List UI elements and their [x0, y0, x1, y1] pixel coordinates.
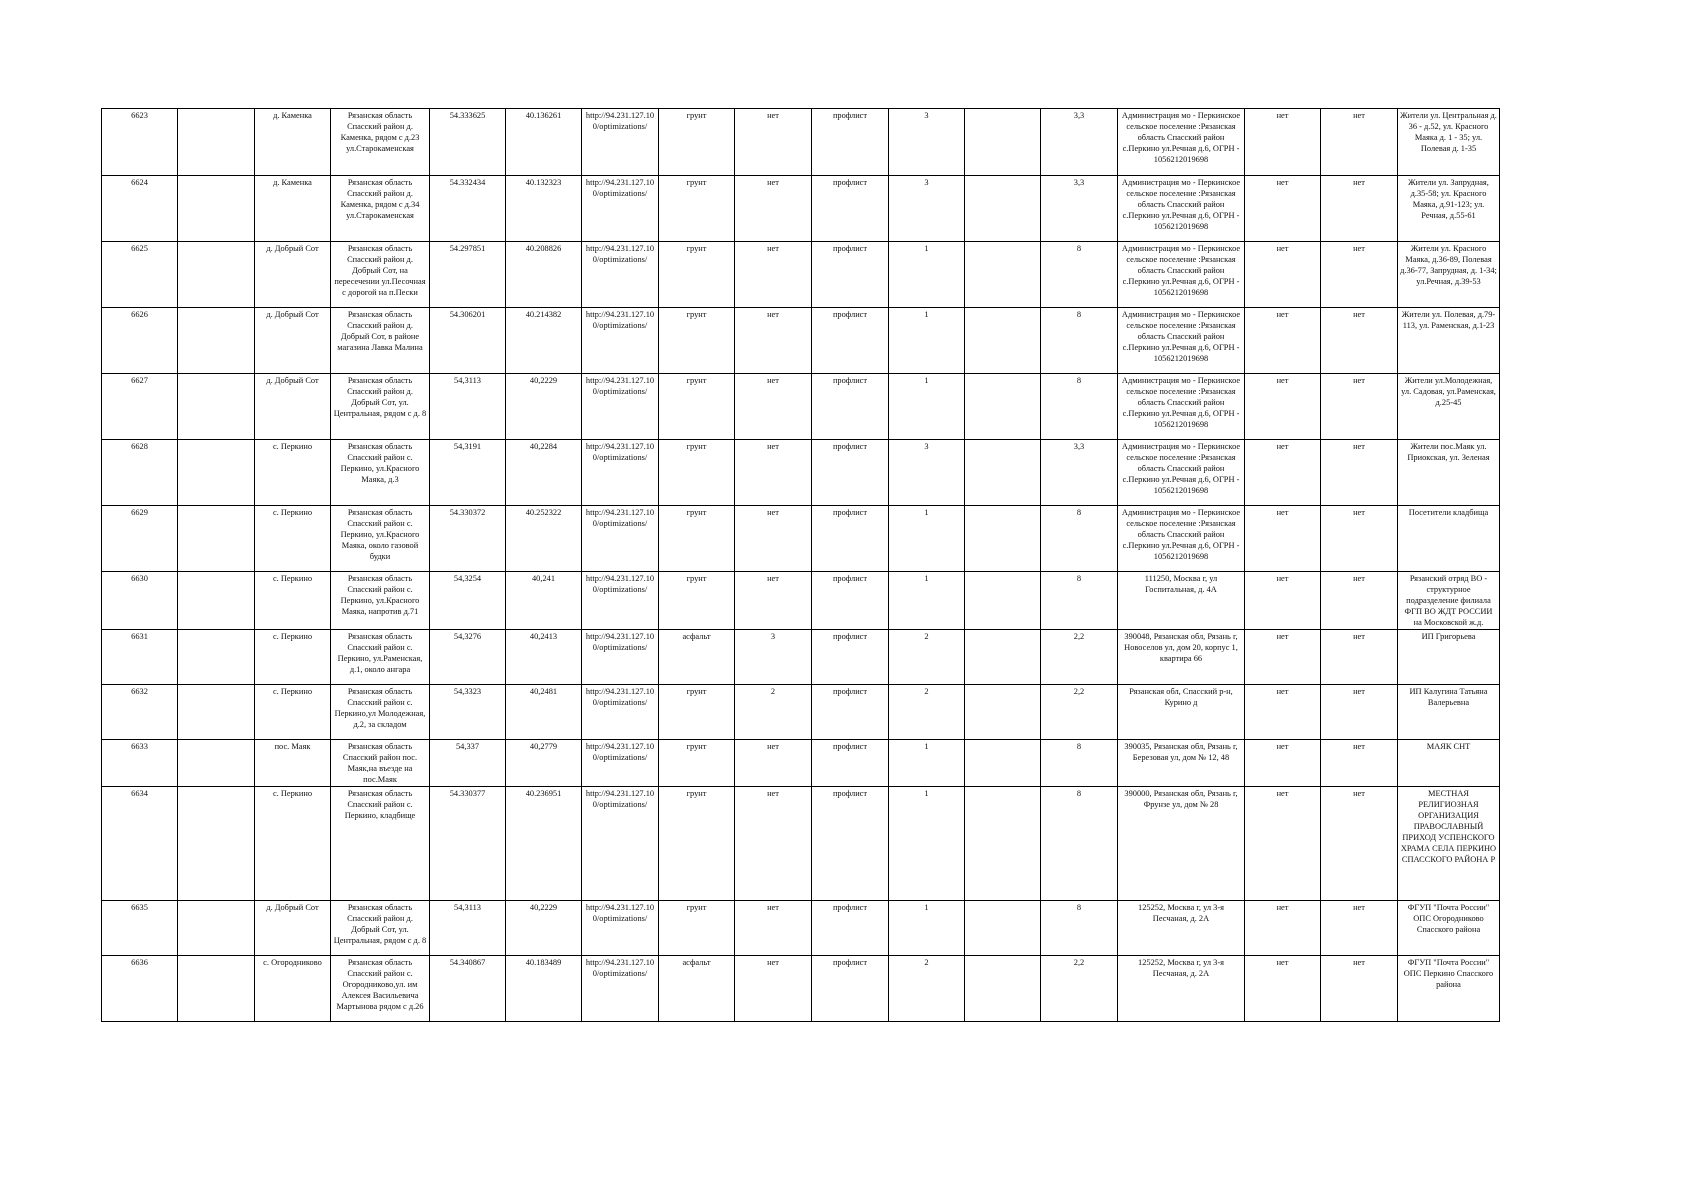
blank-cell: [178, 308, 255, 374]
area-cell: нет: [735, 787, 812, 901]
table-body: [102, 109, 1500, 1022]
latitude-cell: 54,3276: [430, 630, 506, 685]
table-row: [102, 506, 1500, 572]
table-row: [102, 374, 1500, 440]
container-volume-cell: 3,3: [1041, 176, 1118, 242]
blank-cell: [178, 374, 255, 440]
owner-cell: 390048, Рязанская обл, Рязань г, Новоселов ул, дом 20, корпус 1, квартира 66: [1118, 630, 1245, 685]
table-row: [102, 956, 1500, 1022]
separate-collection-cell: нет: [1245, 572, 1321, 630]
container-volume-cell: 2,2: [1041, 956, 1118, 1022]
area-cell: нет: [735, 242, 812, 308]
settlement-cell: с. Огородниково: [255, 956, 331, 1022]
fence-cell: профлист: [812, 176, 889, 242]
blank-cell-2: [965, 787, 1041, 901]
settlement-cell: с. Перкино: [255, 787, 331, 901]
longitude-cell: 40,241: [506, 572, 582, 630]
container-volume-cell: 8: [1041, 242, 1118, 308]
containers-count-cell: 2: [889, 685, 965, 740]
table-row: [102, 109, 1500, 176]
address-cell: Рязанская область Спасский район с. Огородниково,ул. им Алексея Васильевича Мартынова рядом с д.26: [331, 956, 430, 1022]
latitude-cell: 54,3254: [430, 572, 506, 630]
address-cell: Рязанская область Спасский район д. Добрый Сот, ул. Центральная, рядом с д. 8: [331, 901, 430, 956]
separate-collection-cell: нет: [1245, 308, 1321, 374]
area-cell: нет: [735, 506, 812, 572]
longitude-cell: 40.132323: [506, 176, 582, 242]
table-row: [102, 685, 1500, 740]
settlement-cell: с. Перкино: [255, 572, 331, 630]
area-cell: нет: [735, 109, 812, 176]
scheme-link-cell: http://94.231.127.100/optimizations/: [582, 956, 659, 1022]
scheme-link-cell: http://94.231.127.100/optimizations/: [582, 630, 659, 685]
address-cell: Рязанская область Спасский район д. Добрый Сот, ул. Центральная, рядом с д. 8: [331, 374, 430, 440]
container-volume-cell: 8: [1041, 572, 1118, 630]
longitude-cell: 40,2779: [506, 740, 582, 787]
address-cell: Рязанская область Спасский район с. Перкино, ул.Раменская, д.1, около ангара: [331, 630, 430, 685]
waste-sources-cell: ИП Григорьева: [1398, 630, 1500, 685]
table-row: [102, 787, 1500, 901]
waste-sources-cell: Жители пос.Маяк ул. Приокская, ул. Зеленая: [1398, 440, 1500, 506]
separate-collection-cell: нет: [1245, 176, 1321, 242]
separate-collection-cell: нет: [1245, 685, 1321, 740]
settlement-cell: д. Каменка: [255, 109, 331, 176]
longitude-cell: 40,2481: [506, 685, 582, 740]
container-volume-cell: 8: [1041, 787, 1118, 901]
blank-cell-2: [965, 572, 1041, 630]
surface-cell: грунт: [659, 506, 735, 572]
fence-cell: профлист: [812, 630, 889, 685]
separate-collection-cell: нет: [1245, 901, 1321, 956]
blank-cell-2: [965, 374, 1041, 440]
latitude-cell: 54.306201: [430, 308, 506, 374]
longitude-cell: 40,2229: [506, 901, 582, 956]
registry-number-cell: 6627: [102, 374, 178, 440]
longitude-cell: 40.214382: [506, 308, 582, 374]
blank-cell: [178, 630, 255, 685]
table-row: [102, 630, 1500, 685]
fence-cell: профлист: [812, 109, 889, 176]
address-cell: Рязанская область Спасский район с. Перкино, кладбище: [331, 787, 430, 901]
fence-cell: профлист: [812, 308, 889, 374]
settlement-cell: д. Добрый Сот: [255, 901, 331, 956]
owner-cell: 125252, Москва г, ул 3-я Песчаная, д. 2А: [1118, 901, 1245, 956]
blank-cell-2: [965, 630, 1041, 685]
owner-cell: 125252, Москва г, ул 3-я Песчаная, д. 2А: [1118, 956, 1245, 1022]
fence-cell: профлист: [812, 572, 889, 630]
surface-cell: грунт: [659, 242, 735, 308]
separate-collection-cell: нет: [1245, 740, 1321, 787]
waste-sources-cell: МАЯК СНТ: [1398, 740, 1500, 787]
longitude-cell: 40.208826: [506, 242, 582, 308]
containers-count-cell: 1: [889, 572, 965, 630]
owner-cell: Рязанская обл, Спасский р-н, Курино д: [1118, 685, 1245, 740]
fence-cell: профлист: [812, 440, 889, 506]
bulky-waste-cell: нет: [1321, 176, 1398, 242]
area-cell: нет: [735, 176, 812, 242]
containers-count-cell: 1: [889, 506, 965, 572]
settlement-cell: с. Перкино: [255, 440, 331, 506]
fence-cell: профлист: [812, 506, 889, 572]
owner-cell: Администрация мо - Перкинское сельское поселение :Рязанская область Спасский район с.Перкино ул.Речная д.6, ОГРН - 1056212019698: [1118, 374, 1245, 440]
waste-sources-cell: МЕСТНАЯ РЕЛИГИОЗНАЯ ОРГАНИЗАЦИЯ ПРАВОСЛАВНЫЙ ПРИХОД УСПЕНСКОГО ХРАМА СЕЛА ПЕРКИНО СПАССКОГО РАЙОНА Р: [1398, 787, 1500, 901]
blank-cell-2: [965, 901, 1041, 956]
bulky-waste-cell: нет: [1321, 374, 1398, 440]
registry-number-cell: 6626: [102, 308, 178, 374]
bulky-waste-cell: нет: [1321, 308, 1398, 374]
fence-cell: профлист: [812, 787, 889, 901]
surface-cell: грунт: [659, 685, 735, 740]
settlement-cell: д. Добрый Сот: [255, 242, 331, 308]
registry-number-cell: 6624: [102, 176, 178, 242]
blank-cell: [178, 740, 255, 787]
longitude-cell: 40,2413: [506, 630, 582, 685]
registry-number-cell: 6634: [102, 787, 178, 901]
latitude-cell: 54,3323: [430, 685, 506, 740]
owner-cell: Администрация мо - Перкинское сельское поселение :Рязанская область Спасский район с.Перкино ул.Речная д.6, ОГРН - 1056212019698: [1118, 506, 1245, 572]
bulky-waste-cell: нет: [1321, 685, 1398, 740]
containers-count-cell: 2: [889, 956, 965, 1022]
settlement-cell: д. Добрый Сот: [255, 374, 331, 440]
longitude-cell: 40,2284: [506, 440, 582, 506]
latitude-cell: 54.297851: [430, 242, 506, 308]
settlement-cell: с. Перкино: [255, 685, 331, 740]
container-volume-cell: 2,2: [1041, 685, 1118, 740]
scheme-link-cell: http://94.231.127.100/optimizations/: [582, 572, 659, 630]
blank-cell-2: [965, 685, 1041, 740]
blank-cell: [178, 506, 255, 572]
waste-sources-cell: Жители ул. Полевая, д.79-113, ул. Раменская, д.1-23: [1398, 308, 1500, 374]
registry-number-cell: 6633: [102, 740, 178, 787]
fence-cell: профлист: [812, 242, 889, 308]
bulky-waste-cell: нет: [1321, 630, 1398, 685]
containers-count-cell: 2: [889, 630, 965, 685]
fence-cell: профлист: [812, 374, 889, 440]
address-cell: Рязанская область Спасский район с. Перкино, ул.Красного Маяка, около газовой будки: [331, 506, 430, 572]
blank-cell-2: [965, 242, 1041, 308]
container-volume-cell: 3,3: [1041, 109, 1118, 176]
settlement-cell: пос. Маяк: [255, 740, 331, 787]
container-volume-cell: 8: [1041, 901, 1118, 956]
longitude-cell: 40.183489: [506, 956, 582, 1022]
surface-cell: грунт: [659, 787, 735, 901]
owner-cell: Администрация мо - Перкинское сельское поселение :Рязанская область Спасский район с.Перкино ул.Речная д.6, ОГРН - 1056212019698: [1118, 242, 1245, 308]
owner-cell: 111250, Москва г, ул Госпитальная, д. 4А: [1118, 572, 1245, 630]
containers-count-cell: 1: [889, 308, 965, 374]
latitude-cell: 54,3113: [430, 901, 506, 956]
surface-cell: грунт: [659, 374, 735, 440]
containers-count-cell: 3: [889, 440, 965, 506]
settlement-cell: с. Перкино: [255, 506, 331, 572]
containers-count-cell: 3: [889, 109, 965, 176]
surface-cell: грунт: [659, 572, 735, 630]
table-row: [102, 572, 1500, 630]
separate-collection-cell: нет: [1245, 109, 1321, 176]
fence-cell: профлист: [812, 685, 889, 740]
owner-cell: Администрация мо - Перкинское сельское поселение :Рязанская область Спасский район с.Перкино ул.Речная д.6, ОГРН - 1056212019698: [1118, 109, 1245, 176]
blank-cell-2: [965, 109, 1041, 176]
settlement-cell: д. Каменка: [255, 176, 331, 242]
latitude-cell: 54.332434: [430, 176, 506, 242]
area-cell: нет: [735, 308, 812, 374]
containers-count-cell: 1: [889, 901, 965, 956]
blank-cell-2: [965, 506, 1041, 572]
registry-number-cell: 6630: [102, 572, 178, 630]
bulky-waste-cell: нет: [1321, 572, 1398, 630]
container-volume-cell: 8: [1041, 374, 1118, 440]
bulky-waste-cell: нет: [1321, 901, 1398, 956]
scheme-link-cell: http://94.231.127.100/optimizations/: [582, 740, 659, 787]
separate-collection-cell: нет: [1245, 956, 1321, 1022]
owner-cell: 390000, Рязанская обл, Рязань г, Фрунзе ул, дом № 28: [1118, 787, 1245, 901]
latitude-cell: 54.330377: [430, 787, 506, 901]
waste-sources-cell: ИП Калугина Татьяна Валерьевна: [1398, 685, 1500, 740]
registry-number-cell: 6632: [102, 685, 178, 740]
bulky-waste-cell: нет: [1321, 440, 1398, 506]
latitude-cell: 54.333625: [430, 109, 506, 176]
area-cell: 2: [735, 685, 812, 740]
address-cell: Рязанская область Спасский район с. Перкино, ул.Красного Маяка, д.3: [331, 440, 430, 506]
settlement-cell: д. Добрый Сот: [255, 308, 331, 374]
fence-cell: профлист: [812, 956, 889, 1022]
blank-cell-2: [965, 956, 1041, 1022]
scheme-link-cell: http://94.231.127.100/optimizations/: [582, 440, 659, 506]
address-cell: Рязанская область Спасский район д. Каменка, рядом с д.34 ул.Старокаменская: [331, 176, 430, 242]
surface-cell: грунт: [659, 740, 735, 787]
waste-sources-cell: Жители ул.Молодежная, ул. Садовая, ул.Раменская, д.25-45: [1398, 374, 1500, 440]
scheme-link-cell: http://94.231.127.100/optimizations/: [582, 506, 659, 572]
longitude-cell: 40.136261: [506, 109, 582, 176]
table-row: [102, 242, 1500, 308]
waste-sources-cell: Жители ул. Красного Маяка, д.36-89, Полевая д.36-77, Запрудная, д. 1-34; ул.Речная, д.39-53: [1398, 242, 1500, 308]
registry-number-cell: 6635: [102, 901, 178, 956]
table-row: [102, 901, 1500, 956]
blank-cell-2: [965, 440, 1041, 506]
separate-collection-cell: нет: [1245, 242, 1321, 308]
registry-number-cell: 6629: [102, 506, 178, 572]
surface-cell: грунт: [659, 176, 735, 242]
area-cell: нет: [735, 901, 812, 956]
surface-cell: асфальт: [659, 630, 735, 685]
latitude-cell: 54,3191: [430, 440, 506, 506]
blank-cell: [178, 109, 255, 176]
bulky-waste-cell: нет: [1321, 956, 1398, 1022]
separate-collection-cell: нет: [1245, 630, 1321, 685]
bulky-waste-cell: нет: [1321, 740, 1398, 787]
blank-cell: [178, 685, 255, 740]
bulky-waste-cell: нет: [1321, 506, 1398, 572]
blank-cell: [178, 787, 255, 901]
area-cell: нет: [735, 956, 812, 1022]
container-volume-cell: 8: [1041, 308, 1118, 374]
container-volume-cell: 8: [1041, 506, 1118, 572]
address-cell: Рязанская область Спасский район д. Каменка, рядом с д.23 ул.Старокаменская: [331, 109, 430, 176]
scheme-link-cell: http://94.231.127.100/optimizations/: [582, 787, 659, 901]
owner-cell: Администрация мо - Перкинское сельское поселение :Рязанская область Спасский район с.Перкино ул.Речная д.6, ОГРН - 1056212019698: [1118, 308, 1245, 374]
latitude-cell: 54.330372: [430, 506, 506, 572]
owner-cell: 390035, Рязанская обл, Рязань г, Березовая ул, дом № 12, 48: [1118, 740, 1245, 787]
separate-collection-cell: нет: [1245, 440, 1321, 506]
waste-sources-cell: Жители ул. Центральная д. 36 - д.52, ул. Красного Маяка д. 1 - 35; ул. Полевая д. 1-35: [1398, 109, 1500, 176]
separate-collection-cell: нет: [1245, 506, 1321, 572]
scheme-link-cell: http://94.231.127.100/optimizations/: [582, 242, 659, 308]
bulky-waste-cell: нет: [1321, 109, 1398, 176]
owner-cell: Администрация мо - Перкинское сельское поселение :Рязанская область Спасский район с.Перкино ул.Речная д.6, ОГРН - 1056212019698: [1118, 176, 1245, 242]
area-cell: нет: [735, 374, 812, 440]
registry-table: [101, 108, 1500, 1022]
container-volume-cell: 2,2: [1041, 630, 1118, 685]
blank-cell: [178, 176, 255, 242]
registry-number-cell: 6623: [102, 109, 178, 176]
table-row: [102, 176, 1500, 242]
area-cell: нет: [735, 440, 812, 506]
address-cell: Рязанская область Спасский район д. Добрый Сот, в районе магазина Лавка Малина: [331, 308, 430, 374]
scheme-link-cell: http://94.231.127.100/optimizations/: [582, 685, 659, 740]
containers-count-cell: 3: [889, 176, 965, 242]
blank-cell-2: [965, 308, 1041, 374]
address-cell: Рязанская область Спасский район с. Перкино,ул Молодежная, д.2, за складом: [331, 685, 430, 740]
separate-collection-cell: нет: [1245, 787, 1321, 901]
area-cell: 3: [735, 630, 812, 685]
blank-cell: [178, 572, 255, 630]
containers-count-cell: 1: [889, 374, 965, 440]
latitude-cell: 54.340867: [430, 956, 506, 1022]
surface-cell: грунт: [659, 440, 735, 506]
table-row: [102, 308, 1500, 374]
blank-cell: [178, 242, 255, 308]
address-cell: Рязанская область Спасский район с. Перкино, ул.Красного Маяка, напротив д.71: [331, 572, 430, 630]
area-cell: нет: [735, 740, 812, 787]
surface-cell: грунт: [659, 109, 735, 176]
latitude-cell: 54,337: [430, 740, 506, 787]
waste-sources-cell: ФГУП "Почта России" ОПС Огородниково Спасского района: [1398, 901, 1500, 956]
fence-cell: профлист: [812, 901, 889, 956]
address-cell: Рязанская область Спасский район д. Добрый Сот, на пересечении ул.Песочная с дорогой на п.Пески: [331, 242, 430, 308]
separate-collection-cell: нет: [1245, 374, 1321, 440]
latitude-cell: 54,3113: [430, 374, 506, 440]
registry-number-cell: 6631: [102, 630, 178, 685]
surface-cell: грунт: [659, 308, 735, 374]
scheme-link-cell: http://94.231.127.100/optimizations/: [582, 109, 659, 176]
scheme-link-cell: http://94.231.127.100/optimizations/: [582, 176, 659, 242]
container-volume-cell: 8: [1041, 740, 1118, 787]
area-cell: нет: [735, 572, 812, 630]
blank-cell-2: [965, 740, 1041, 787]
containers-count-cell: 1: [889, 740, 965, 787]
longitude-cell: 40,2229: [506, 374, 582, 440]
waste-sources-cell: ФГУП "Почта России" ОПС Перкино Спасского района: [1398, 956, 1500, 1022]
waste-sources-cell: Жители ул. Запрудная, д.35-58; ул. Красного Маяка, д.91-123; ул. Речная, д.55-61: [1398, 176, 1500, 242]
owner-cell: Администрация мо - Перкинское сельское поселение :Рязанская область Спасский район с.Перкино ул.Речная д.6, ОГРН - 1056212019698: [1118, 440, 1245, 506]
registry-number-cell: 6628: [102, 440, 178, 506]
container-volume-cell: 3,3: [1041, 440, 1118, 506]
blank-cell: [178, 440, 255, 506]
address-cell: Рязанская область Спасский район пос. Маяк,на въезде на пос.Маяк: [331, 740, 430, 787]
scheme-link-cell: http://94.231.127.100/optimizations/: [582, 308, 659, 374]
table-row: [102, 440, 1500, 506]
surface-cell: грунт: [659, 901, 735, 956]
scheme-link-cell: http://94.231.127.100/optimizations/: [582, 901, 659, 956]
table-row: [102, 740, 1500, 787]
longitude-cell: 40.252322: [506, 506, 582, 572]
containers-count-cell: 1: [889, 242, 965, 308]
registry-number-cell: 6625: [102, 242, 178, 308]
scheme-link-cell: http://94.231.127.100/optimizations/: [582, 374, 659, 440]
blank-cell: [178, 956, 255, 1022]
bulky-waste-cell: нет: [1321, 242, 1398, 308]
waste-sources-cell: Рязанский отряд ВО - структурное подразделение филиала ФГП ВО ЖДТ РОССИИ на Московской ж.д.: [1398, 572, 1500, 630]
surface-cell: асфальт: [659, 956, 735, 1022]
blank-cell: [178, 901, 255, 956]
settlement-cell: с. Перкино: [255, 630, 331, 685]
containers-count-cell: 1: [889, 787, 965, 901]
registry-number-cell: 6636: [102, 956, 178, 1022]
longitude-cell: 40.236951: [506, 787, 582, 901]
waste-sources-cell: Посетители кладбища: [1398, 506, 1500, 572]
fence-cell: профлист: [812, 740, 889, 787]
bulky-waste-cell: нет: [1321, 787, 1398, 901]
blank-cell-2: [965, 176, 1041, 242]
